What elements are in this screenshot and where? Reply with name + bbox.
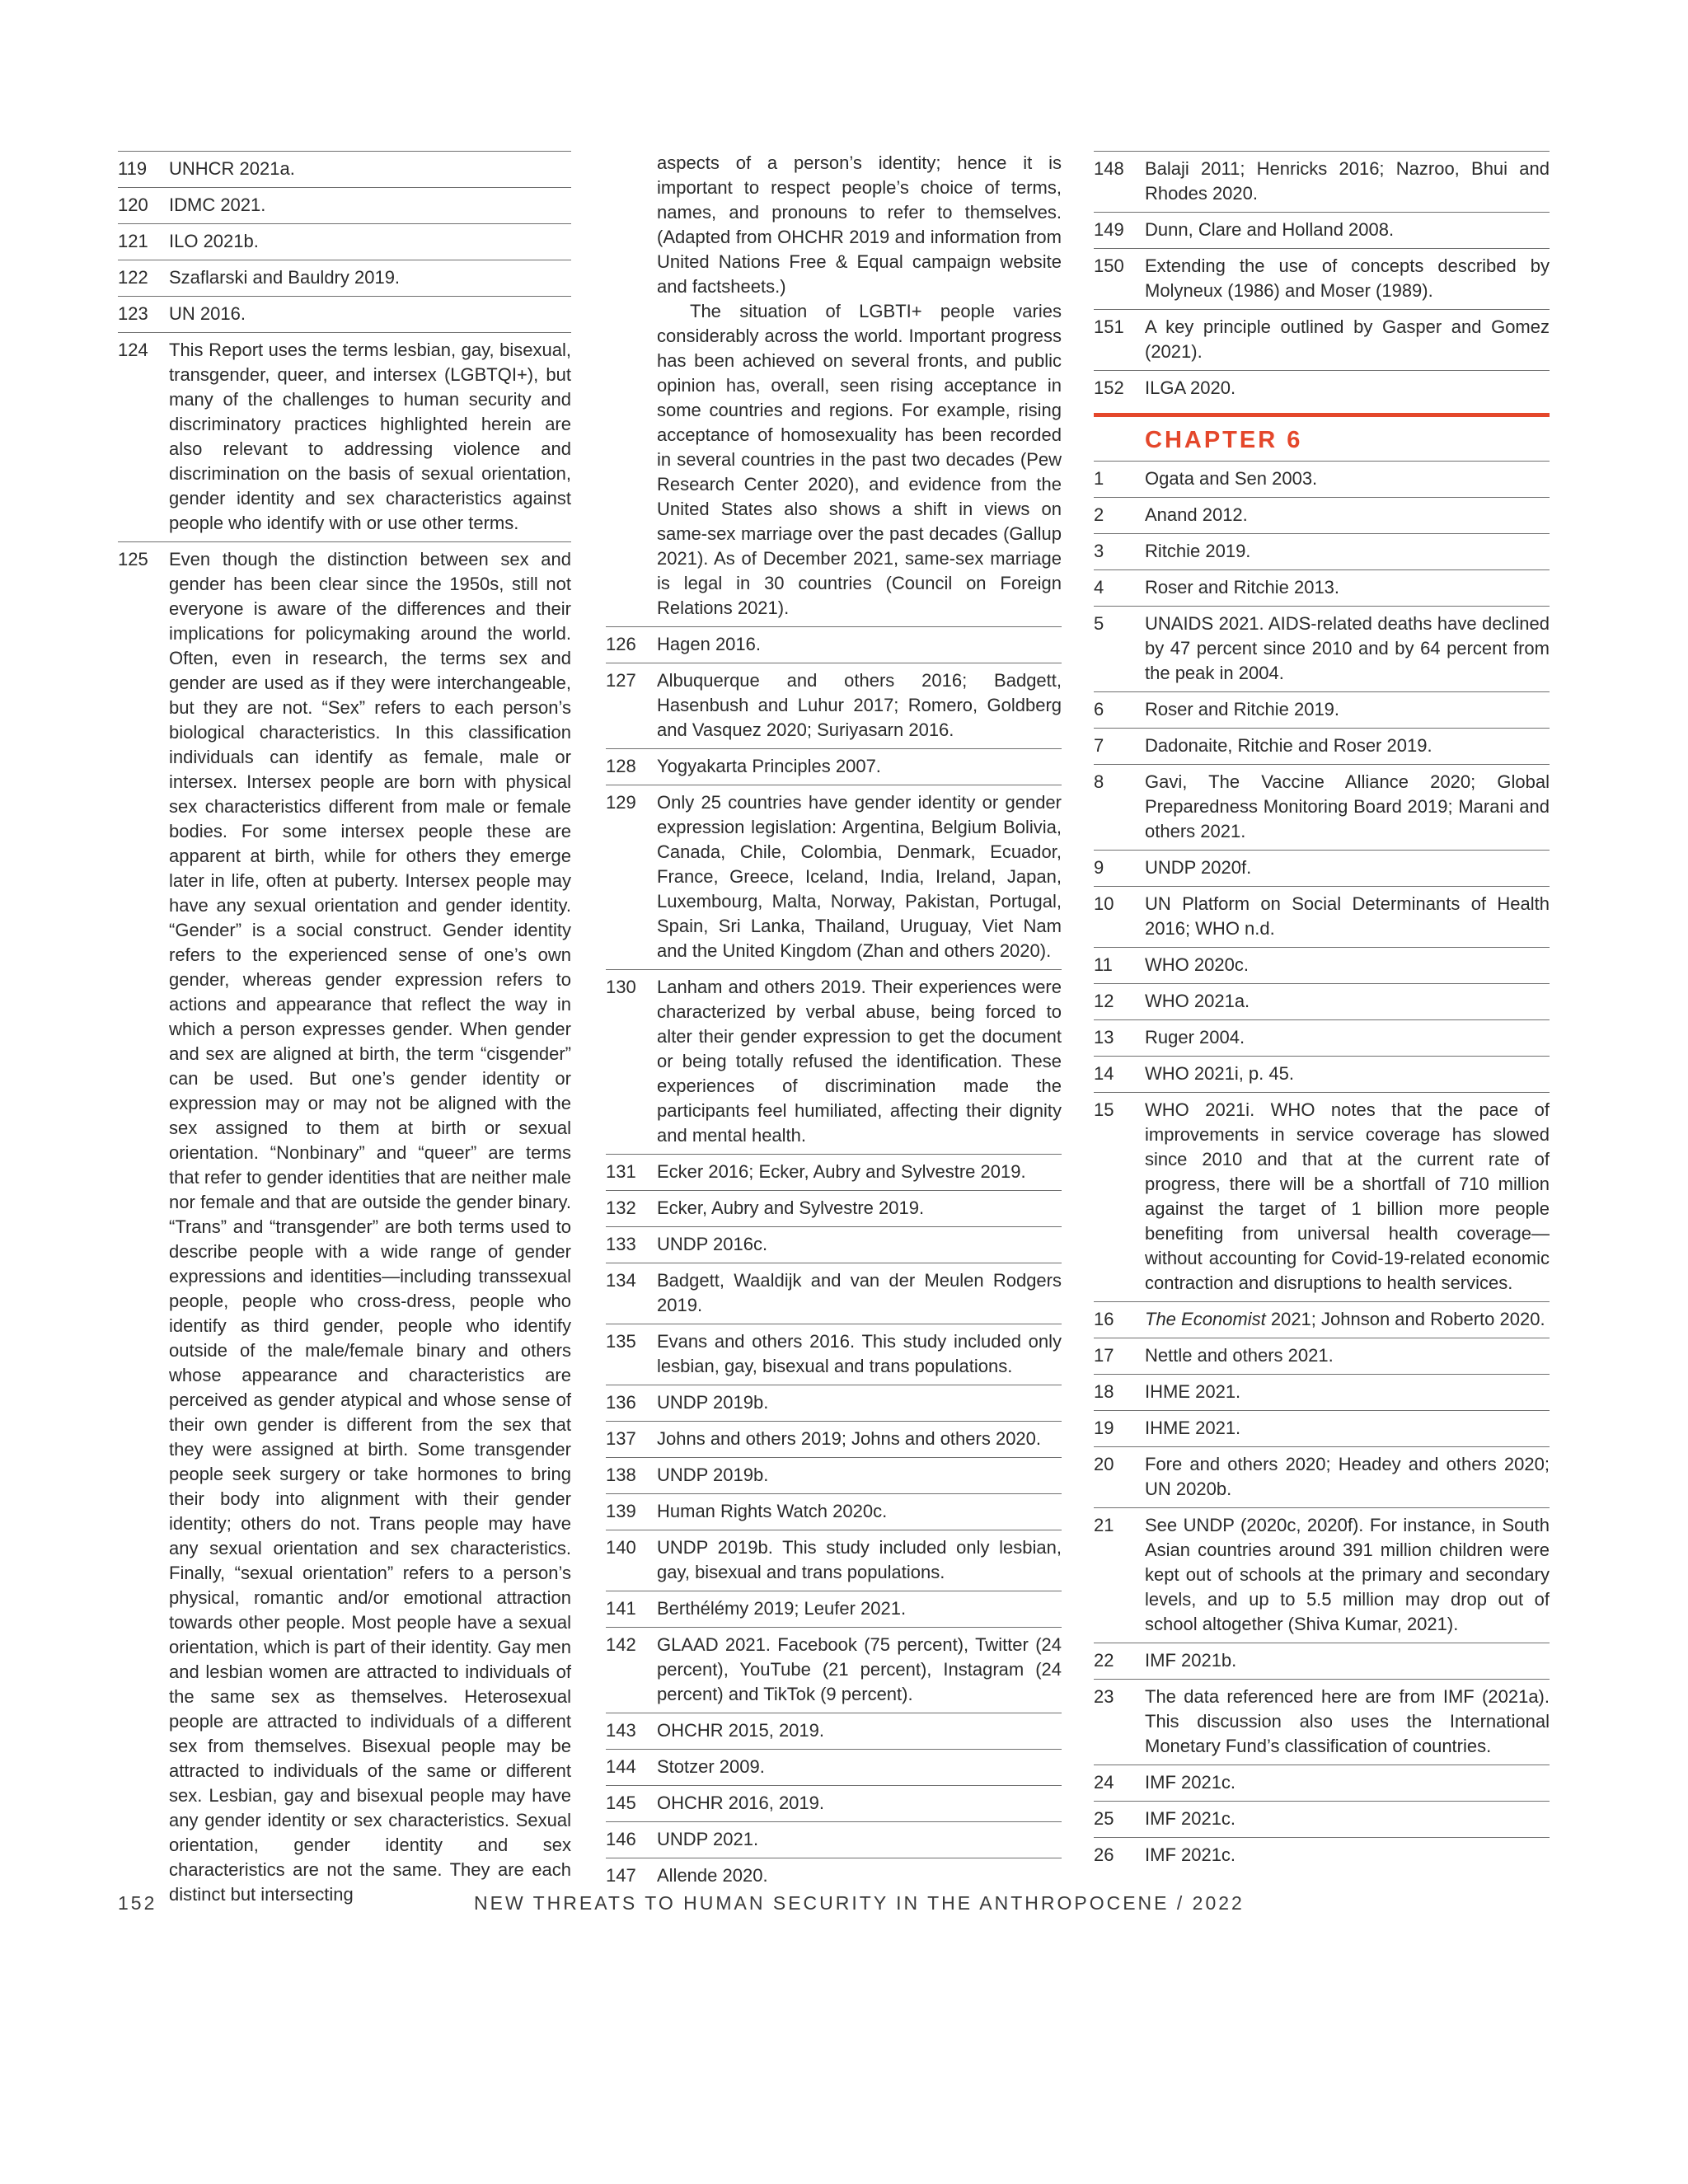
endnote-number: 6 [1094, 699, 1104, 719]
endnote-text: UNDP 2019b. [657, 1465, 769, 1485]
endnote-number: 1 [1094, 468, 1104, 489]
endnote-number: 7 [1094, 735, 1104, 756]
endnote-number: 15 [1094, 1099, 1114, 1120]
endnote [1094, 1765, 1550, 1801]
endnote-text: Ecker, Aubry and Sylvestre 2019. [657, 1197, 925, 1218]
endnote-number: 132 [606, 1197, 636, 1218]
endnote-text: Roser and Ritchie 2013. [1145, 577, 1340, 598]
endnote [606, 748, 1062, 785]
endnote-number: 24 [1094, 1772, 1114, 1793]
endnote [1094, 1410, 1550, 1446]
endnote-text: Hagen 2016. [657, 634, 761, 654]
endnote-number: 142 [606, 1634, 636, 1655]
endnote-number: 126 [606, 634, 636, 654]
endnote-number: 139 [606, 1501, 636, 1521]
endnote-text: IMF 2021c. [1145, 1772, 1236, 1793]
endnote-number: 130 [606, 977, 636, 997]
endnote-text: Dunn, Clare and Holland 2008. [1145, 219, 1395, 240]
endnote [1094, 309, 1550, 370]
endnote-number: 150 [1094, 255, 1124, 276]
endnote-text: Dadonaite, Ritchie and Roser 2019. [1145, 735, 1432, 756]
endnote-number: 136 [606, 1392, 636, 1413]
endnote [606, 1749, 1062, 1785]
chapter-6-notes-list [1094, 461, 1550, 1873]
endnote [606, 1821, 1062, 1858]
endnote-number: 3 [1094, 541, 1104, 561]
endnote-number: 17 [1094, 1345, 1114, 1366]
endnote [118, 187, 571, 223]
endnote [1094, 886, 1550, 947]
endnote-number: 13 [1094, 1027, 1114, 1047]
endnote-text: IHME 2021. [1145, 1381, 1241, 1402]
endnote [1094, 497, 1550, 533]
endnote [118, 541, 571, 1913]
endnote-text: Extending the use of concepts described by Molyneux (1986) and Moser (1989). [1145, 255, 1550, 301]
endnote [118, 332, 571, 541]
endnote-number: 131 [606, 1161, 636, 1182]
endnote [606, 1627, 1062, 1713]
endnote-number: 16 [1094, 1309, 1114, 1329]
page-number: 152 [118, 1892, 157, 1914]
endnote-text: GLAAD 2021. Facebook (75 percent), Twitter (24 percent), YouTube (21 percent), Instagram (24 percent) and TikTok (9 percent). [657, 1634, 1062, 1704]
endnote-number: 25 [1094, 1808, 1114, 1829]
endnote [1094, 248, 1550, 309]
endnote [606, 1858, 1062, 1894]
notes-list-148-152 [1094, 151, 1550, 406]
endnote-number: 143 [606, 1720, 636, 1741]
endnote-text: UNHCR 2021a. [169, 158, 295, 179]
endnote-number: 146 [606, 1829, 636, 1849]
endnote-text: ILGA 2020. [1145, 377, 1236, 398]
endnote-italic-title: The Economist [1145, 1309, 1266, 1329]
endnote-text: Fore and others 2020; Headey and others 2020; UN 2020b. [1145, 1454, 1550, 1499]
endnote-text: Gavi, The Vaccine Alliance 2020; Global Preparedness Monitoring Board 2019; Marani and others 2021. [1145, 771, 1550, 841]
endnote-text: WHO 2021a. [1145, 991, 1250, 1011]
running-title: NEW THREATS TO HUMAN SECURITY IN THE ANTHROPOCENE / 2022 [474, 1892, 1245, 1914]
endnote [118, 223, 571, 260]
endnote-text: WHO 2021i, p. 45. [1145, 1063, 1294, 1084]
endnote [1094, 461, 1550, 497]
endnote-number: 11 [1094, 954, 1113, 975]
endnote-text-rest: 2021; Johnson and Roberto 2020. [1265, 1309, 1545, 1329]
endnote [606, 626, 1062, 663]
endnote-number: 151 [1094, 316, 1124, 337]
endnote-number: 12 [1094, 991, 1114, 1011]
endnote [606, 1154, 1062, 1190]
endnote-number: 4 [1094, 577, 1104, 598]
endnote-number: 2 [1094, 504, 1104, 525]
endnote-text: OHCHR 2016, 2019. [657, 1793, 824, 1813]
endnote-text: ILO 2021b. [169, 231, 259, 251]
endnote [1094, 983, 1550, 1019]
endnote-text: Yogyakarta Principles 2007. [657, 756, 881, 776]
notes-column-2 [606, 151, 1062, 1894]
endnote-number: 138 [606, 1465, 636, 1485]
endnote [1094, 1643, 1550, 1679]
endnote-number: 122 [118, 267, 148, 288]
endnote-text: IMF 2021b. [1145, 1650, 1237, 1671]
endnote-text: Johns and others 2019; Johns and others 2020. [657, 1428, 1042, 1449]
endnote-number: 119 [118, 158, 148, 179]
endnote-number: 123 [118, 303, 148, 324]
endnote [1094, 764, 1550, 850]
endnote [1094, 606, 1550, 691]
endnote-number: 9 [1094, 857, 1104, 878]
endnote-text: Allende 2020. [657, 1865, 768, 1886]
endnote-text: A key principle outlined by Gasper and Gomez (2021). [1145, 316, 1550, 362]
endnote-number: 133 [606, 1234, 636, 1254]
endnote-number: 140 [606, 1537, 636, 1558]
endnote-number: 23 [1094, 1686, 1114, 1707]
endnote-text: Berthélémy 2019; Leufer 2021. [657, 1598, 907, 1619]
endnote-text: Human Rights Watch 2020c. [657, 1501, 888, 1521]
endnote [1094, 370, 1550, 406]
endnote [1094, 1837, 1550, 1873]
endnote [1094, 947, 1550, 983]
endnote-text: Ogata and Sen 2003. [1145, 468, 1318, 489]
endnote-text: Nettle and others 2021. [1145, 1345, 1334, 1366]
endnote-number: 149 [1094, 219, 1124, 240]
endnote [606, 1190, 1062, 1226]
endnote [606, 785, 1062, 969]
endnote-text: WHO 2020c. [1145, 954, 1249, 975]
endnote [1094, 1019, 1550, 1056]
endnote [1094, 850, 1550, 886]
endnote-text: Szaflarski and Bauldry 2019. [169, 267, 401, 288]
endnote-text: Badgett, Waaldijk and van der Meulen Rodgers 2019. [657, 1270, 1062, 1315]
endnote-number: 26 [1094, 1844, 1114, 1865]
endnote-text: Stotzer 2009. [657, 1756, 765, 1777]
endnote-text: The data referenced here are from IMF (2021a). This discussion also uses the International Monetary Fund’s classification of countries. [1145, 1686, 1550, 1756]
endnote-number: 8 [1094, 771, 1104, 792]
endnote-text: Lanham and others 2019. Their experiences were characterized by verbal abuse, being forced to alter their gender expression to get the document or being totally refused the identification. These experiences of discrimination made the participants feel humiliated, affecting their dignity and mental health. [657, 977, 1062, 1146]
endnote-text: UNAIDS 2021. AIDS-related deaths have declined by 47 percent since 2010 and by 64 percent from the peak in 2004. [1145, 613, 1550, 683]
chapter-6-heading: CHAPTER 6 [1094, 413, 1550, 461]
endnote-text: Albuquerque and others 2016; Badgett, Hasenbush and Luhur 2017; Romero, Goldberg and Vasquez 2020; Suriyasarn 2016. [657, 670, 1062, 740]
note-125-continuation [606, 151, 1062, 626]
notes-column-3 [1094, 151, 1550, 1873]
endnote-text: UNDP 2019b. [657, 1392, 769, 1413]
notes-column-1 [118, 151, 571, 1913]
endnote [606, 1324, 1062, 1385]
endnote [606, 1591, 1062, 1627]
endnote-text: IHME 2021. [1145, 1418, 1241, 1438]
endnote [606, 969, 1062, 1154]
endnote [1094, 1338, 1550, 1374]
endnote [1094, 1507, 1550, 1643]
endnote [606, 1226, 1062, 1263]
endnote [606, 1385, 1062, 1421]
endnote [1094, 1446, 1550, 1507]
endnote [118, 260, 571, 296]
endnote [606, 1785, 1062, 1821]
endnote [1094, 1374, 1550, 1410]
endnote [1094, 569, 1550, 606]
endnote-text: UN Platform on Social Determinants of Health 2016; WHO n.d. [1145, 893, 1550, 939]
endnote [606, 1530, 1062, 1591]
endnote [1094, 1092, 1550, 1301]
endnote [606, 1457, 1062, 1493]
endnote-text: Ritchie 2019. [1145, 541, 1251, 561]
endnote [1094, 691, 1550, 728]
endnote [1094, 212, 1550, 248]
endnote-number: 148 [1094, 158, 1124, 179]
endnote-number: 5 [1094, 613, 1104, 634]
endnote-number: 21 [1094, 1515, 1114, 1535]
notes-list-126-147 [606, 626, 1062, 1894]
endnote [1094, 1301, 1550, 1338]
endnote-number: 152 [1094, 377, 1124, 398]
endnote-number: 129 [606, 792, 636, 813]
endnote [606, 1713, 1062, 1749]
endnote [1094, 1056, 1550, 1092]
endnote-number: 121 [118, 231, 148, 251]
endnote-text: Only 25 countries have gender identity or gender expression legislation: Argentina, Belgium Bolivia, Canada, Chile, Colombia, Denmark, Ecuador, France, Greece, Iceland, India, Ireland, Japan, Luxembourg, Malta, Norway, Pakistan, Portugal, Spain, Sri Lanka, Thailand, Uruguay, Viet Nam and the United Kingdom (Zhan and others 2020). [657, 792, 1062, 961]
endnote-number: 128 [606, 756, 636, 776]
endnote-number: 124 [118, 340, 148, 360]
endnote-number: 145 [606, 1793, 636, 1813]
endnote-text [1145, 1307, 1550, 1332]
endnote [1094, 728, 1550, 764]
endnote-number: 144 [606, 1756, 636, 1777]
endnote-text: OHCHR 2015, 2019. [657, 1720, 824, 1741]
endnote-text: Anand 2012. [1145, 504, 1248, 525]
endnote [1094, 1679, 1550, 1765]
endnote [606, 1263, 1062, 1324]
endnote [118, 151, 571, 187]
endnote-text: UNDP 2016c. [657, 1234, 768, 1254]
note-125-continuation-para-1: aspects of a person’s identity; hence it is important to respect people’s choice of terms, names, and pronouns to refer to themselves. (Adapted from OHCHR 2019 and information from United Nations Free & Equal campaign website and factsheets.) [657, 152, 1062, 297]
endnote-number: 120 [118, 194, 148, 215]
endnote-text: IMF 2021c. [1145, 1808, 1236, 1829]
note-125-continuation-para-2: The situation of LGBTI+ people varies considerably across the world. Important progress has been achieved on several fronts, and public opinion has, overall, seen rising acceptance in some countries and regions. For example, rising acceptance of homosexuality has been recorded in several countries in the past two decades (Pew Research Center 2020), and evidence from the United States also shows a shift in views on same-sex marriage over the past decades (Gallup 2021). As of December 2021, same-sex marriage is legal in 30 countries (Council on Foreign Relations 2021). [657, 301, 1062, 618]
endnote-text: Balaji 2011; Henricks 2016; Nazroo, Bhui and Rhodes 2020. [1145, 158, 1550, 204]
endnote-text: Ruger 2004. [1145, 1027, 1245, 1047]
endnote-number: 127 [606, 670, 636, 691]
endnote [1094, 1801, 1550, 1837]
endnote-number: 22 [1094, 1650, 1114, 1671]
endnote [606, 663, 1062, 748]
endnote-number: 125 [118, 549, 148, 569]
endnote-number: 19 [1094, 1418, 1114, 1438]
endnote-text: UN 2016. [169, 303, 246, 324]
endnote-number: 141 [606, 1598, 636, 1619]
endnote [606, 1421, 1062, 1457]
endnote [1094, 533, 1550, 569]
endnote-number: 147 [606, 1865, 636, 1886]
endnote-number: 18 [1094, 1381, 1114, 1402]
endnote-text: IDMC 2021. [169, 194, 266, 215]
endnote-number: 137 [606, 1428, 636, 1449]
endnote-text: WHO 2021i. WHO notes that the pace of improvements in service coverage has slowed since 2010 and that at the current rate of progress, there will be a shortfall of 710 million against the target of 1 billion more people benefiting from universal health coverage—without accounting for Covid-19-related economic contraction and disruptions to health services. [1145, 1099, 1550, 1293]
endnote-text: UNDP 2021. [657, 1829, 759, 1849]
endnote-text: Evans and others 2016. This study included only lesbian, gay, bisexual and trans populations. [657, 1331, 1062, 1376]
endnote-text: See UNDP (2020c, 2020f). For instance, in South Asian countries around 391 million children were kept out of schools at the primary and secondary levels, and up to 5.5 million may drop out of school altogether (Shiva Kumar, 2021). [1145, 1515, 1550, 1634]
endnote [606, 1493, 1062, 1530]
endnote-number: 10 [1094, 893, 1114, 914]
endnote-number: 20 [1094, 1454, 1114, 1474]
endnote-number: 135 [606, 1331, 636, 1352]
endnote-number: 14 [1094, 1063, 1114, 1084]
endnote-text: Roser and Ritchie 2019. [1145, 699, 1340, 719]
endnote-text: This Report uses the terms lesbian, gay, bisexual, transgender, queer, and intersex (LGBTQI+), but many of the challenges to human security and discriminatory practices highlighted herein are also relevant to addressing violence and discrimination on the basis of sexual orientation, gender identity and sex characteristics against people who identify with or use other terms. [169, 340, 571, 533]
endnote [1094, 151, 1550, 212]
endnote [118, 296, 571, 332]
endnote-text: UNDP 2019b. This study included only lesbian, gay, bisexual and trans populations. [657, 1537, 1062, 1582]
endnote-number: 134 [606, 1270, 636, 1291]
endnote-text: UNDP 2020f. [1145, 857, 1252, 878]
endnote-text: Even though the distinction between sex and gender has been clear since the 1950s, still not everyone is aware of the differences and their implications for policymaking around the world. Often, even in research, the terms sex and gender are used as if they were interchangeable, but they are not. “Sex” refers to each person’s biological characteristics. In this classification individuals can identify as female, male or intersex. Intersex people are born with physical sex characteristics different from male or female bodies. For some intersex people these are apparent at birth, while for others they emerge later in life, often at puberty. Intersex people may have any sexual orientation and gender identity. “Gender” is a social construct. Gender identity refers to the experienced sense of one’s own gender, whereas gender expression refers to actions and appearance that reflect the way in which a person expresses gender. When gender and sex are aligned at birth, the term “cisgender” can be used. But one’s gender identity or expression may or may not be aligned with the sex assigned to them at birth or sexual orientation. “Nonbinary” and “queer” are terms that refer to gender identities that are neither male nor female and that are outside the gender binary. “Trans” and “transgender” are both terms used to describe people with a wide range of gender expressions and identities—including transsexual people, people who cross-dress, people who identify as third gender, people who identify outside of the male/female binary and others whose appearance and characteristics are perceived as gender atypical and whose sense of their own gender is different from the sex that they were assigned at birth. Some transgender people seek surgery or take hormones to bring their body into alignment with their gender identity; others do not. Trans people may have any sexual orientation and sex characteristics. Finally, “sexual orientation” refers to a person’s physical, romantic and/or emotional attraction towards other people. Most people have a sexual orientation, which is part of their identity. Gay men and lesbian women are attracted to individuals of the same sex as themselves. Heterosexual people are attracted to individuals of a different sex from themselves. Bisexual people may be attracted to individuals of the same or different sex. Lesbian, gay and bisexual people may have any gender identity or sex characteristics. Sexual orientation, gender identity and sex characteristics are not the same. They are each distinct but intersecting [169, 549, 571, 1905]
endnote-text: IMF 2021c. [1145, 1844, 1236, 1865]
endnote-text: Ecker 2016; Ecker, Aubry and Sylvestre 2019. [657, 1161, 1026, 1182]
